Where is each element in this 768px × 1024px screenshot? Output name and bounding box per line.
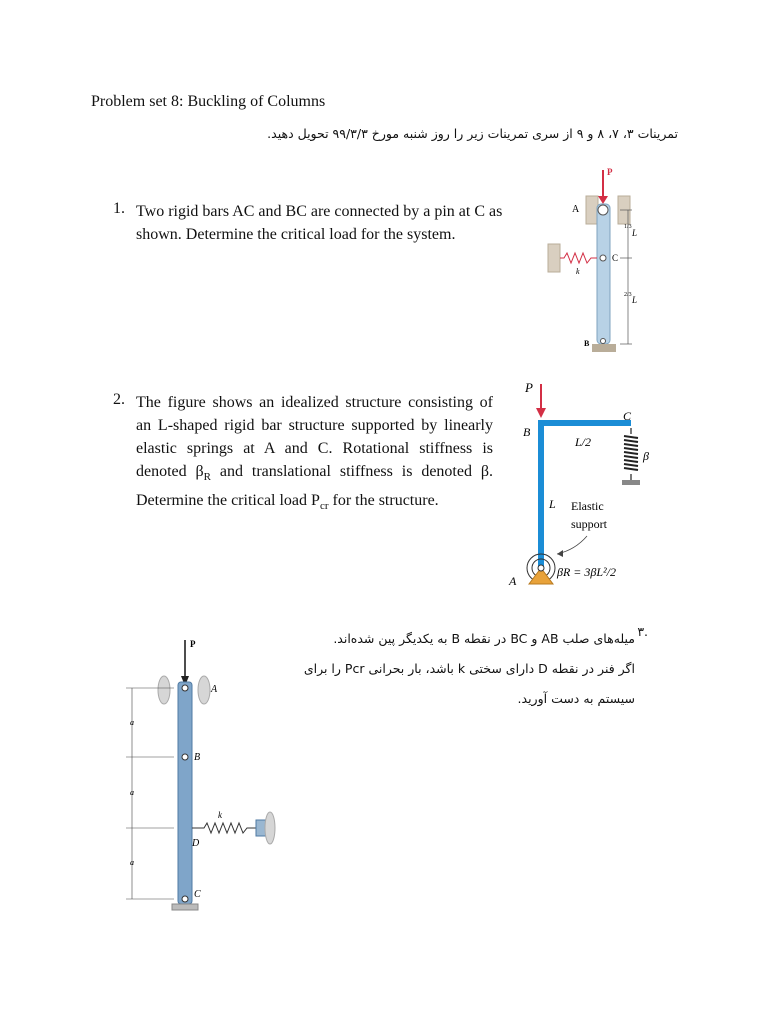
dim-a-1: a bbox=[130, 718, 134, 727]
label-B: B bbox=[194, 752, 201, 763]
pin-A bbox=[182, 685, 188, 691]
label-beta: β bbox=[643, 449, 649, 463]
dim-1-fraction: 1/3 bbox=[624, 224, 632, 230]
problem-3-number: ۳. bbox=[637, 624, 648, 639]
problem-2-text: The figure shows an idealized structure consisting of an L-shaped rigid bar structure supported by linearly elastic springs at A and C. Rotational stiffness is denoted $\beta_R$ and translational stiffness is denoted β. Determine the critical load $P_{cr}$ for the structure. bbox=[136, 394, 493, 513]
problem-1-text: Two rigid bars AC and BC are connected by a pin at C as shown. Determine the critical load for the system. bbox=[136, 203, 503, 243]
spring-wall bbox=[265, 812, 275, 844]
label-P: P bbox=[525, 380, 533, 395]
dim-2-fraction: 2/3 bbox=[624, 292, 632, 298]
base-support bbox=[172, 904, 198, 910]
translational-spring bbox=[622, 428, 640, 485]
problem-3-text: میله‌های صلب AB و BC در نقطه B به یکدیگر پین شده‌اند. اگر فنر در نقطه D دارای سختی k باشد، بار بحرانی Pcr را برای سیستم به دست آورید. bbox=[303, 631, 635, 706]
label-D: D bbox=[192, 838, 200, 849]
load-arrowhead bbox=[598, 196, 608, 204]
pin-A bbox=[538, 565, 544, 571]
dim-a-3: a bbox=[130, 858, 134, 867]
label-support: support bbox=[571, 517, 607, 531]
beta-symbol: β bbox=[480, 463, 489, 480]
label-P: P bbox=[607, 167, 613, 177]
spring-wall bbox=[548, 244, 560, 272]
spring bbox=[192, 823, 256, 833]
guide-left bbox=[158, 676, 170, 704]
label-C: C bbox=[623, 409, 632, 423]
label-beta-r-equation: βR = 3βL²/2 bbox=[557, 565, 616, 579]
label-L-half: L/2 bbox=[575, 435, 592, 449]
wall-block-left bbox=[586, 196, 598, 224]
pin-B bbox=[601, 339, 606, 344]
label-C: C bbox=[612, 253, 619, 263]
problem-1-figure bbox=[540, 160, 670, 370]
spring bbox=[560, 253, 597, 263]
label-elastic: Elastic bbox=[571, 499, 604, 513]
problem-3-figure bbox=[118, 632, 293, 922]
label-B: B bbox=[523, 425, 531, 439]
load-arrowhead bbox=[536, 408, 546, 418]
problem-2-number: 2. bbox=[113, 391, 125, 408]
label-k: k bbox=[218, 810, 222, 820]
pin-C bbox=[600, 255, 606, 261]
rigid-bar bbox=[597, 204, 610, 344]
label-B: B bbox=[584, 339, 590, 348]
dim-a-2: a bbox=[130, 788, 134, 797]
label-A: A bbox=[572, 204, 580, 215]
beta-r-symbol: $\beta_R$ bbox=[195, 463, 212, 484]
pin-A bbox=[598, 205, 608, 215]
label-P: P bbox=[190, 639, 196, 649]
label-k: k bbox=[576, 267, 580, 276]
page-title: Problem set 8: Buckling of Columns bbox=[91, 93, 326, 110]
label-A: A bbox=[211, 684, 218, 695]
instructions-fa: تمرینات ۳، ۷، ۸ و ۹ از سری تمرینات زیر را روز شنبه مورخ ۹۹/۳/۳ تحویل دهید. bbox=[267, 126, 678, 141]
dim-2-L: L bbox=[632, 295, 638, 305]
label-C: C bbox=[194, 889, 201, 900]
pin-B bbox=[182, 754, 188, 760]
label-L: L bbox=[549, 497, 556, 511]
problem-1-number: 1. bbox=[113, 200, 125, 217]
guide-right bbox=[198, 676, 210, 704]
pin-C bbox=[182, 896, 188, 902]
label-A: A bbox=[509, 574, 517, 588]
problem-2-figure bbox=[505, 378, 665, 593]
base-support bbox=[592, 344, 616, 352]
dim-1-L: L bbox=[632, 228, 638, 238]
pointer-arrowhead bbox=[557, 550, 563, 557]
column bbox=[178, 682, 192, 904]
